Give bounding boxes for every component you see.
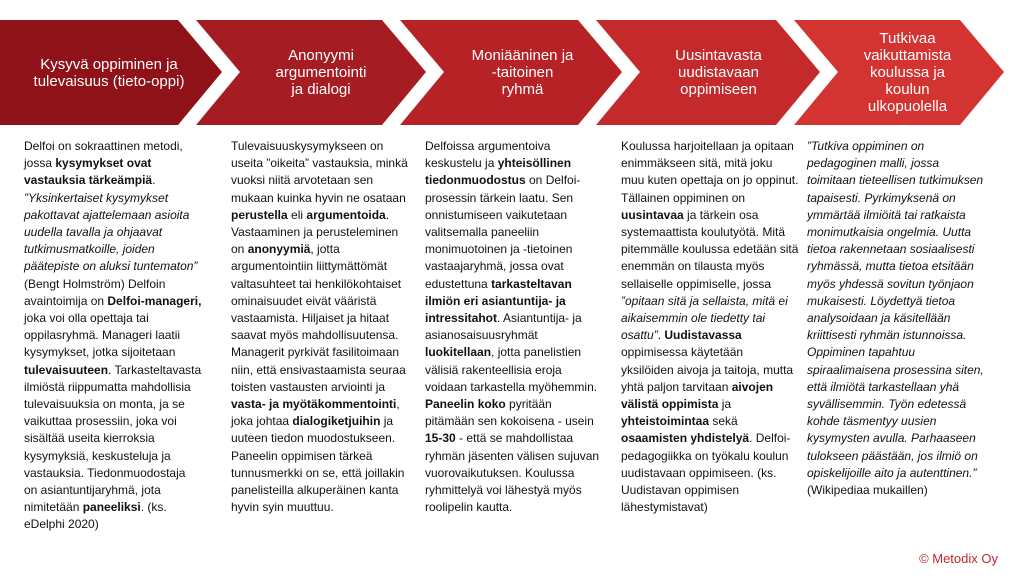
column-5-segment: (Wikipediaa mukaillen) — [807, 483, 928, 498]
column-5-text — [807, 138, 989, 499]
stage-title-3: Moniääninen ja -taitoinen ryhmä — [471, 47, 574, 98]
column-3-segment: - että se mahdollistaa ryhmän jäsenten välisen sujuvan vuorovaikutuksen. Koulussa ryhmittelyä voi lähestyä myös roolipelin kautta. — [425, 431, 600, 515]
column-3-segment: , jotta panelistien välisiä rakenteellisia eroja voidaan tarkastella myöhemmin. — [425, 345, 598, 394]
stage-title-2: Anonyymi argumentointi ja dialogi — [275, 47, 367, 98]
column-3-segment: yhteisöllinen tiedonmuodostus — [425, 156, 572, 188]
column-4-text — [621, 138, 799, 516]
column-3-segment: luokitellaan — [425, 345, 492, 360]
column-1-segment: . Tarkasteltavasta ilmiöstä riippumatta mahdollisia tulevaisuuksia on monta, ja se vaikuttaa prosessiin, joka voi sisältää useita kierroksia kysymyksiä, keskusteluja ja vastauksia. Tiedonmuodostaja on asiantuntijaryhmä, jota nimitetään — [24, 362, 202, 515]
column-4-segment: Koulussa harjoitellaan ja opitaan enimmäkseen sitä, mitä joku muu kuten opettaja on jo oppinut. Tällainen oppiminen on — [621, 139, 799, 205]
column-1-segment: ”Yksinkertaiset kysymykset pakottavat ajattelemaan asioita uudella tavalla ja ohjaavat tutkimusmatkoille, joiden päätepiste on aluksi tuntematon” — [24, 190, 198, 274]
column-2-segment: argumentoida — [306, 207, 386, 222]
column-2-segment: anonyymiä — [247, 242, 311, 257]
column-2-text — [231, 138, 409, 516]
column-4-segment: . — [657, 328, 665, 343]
column-2-segment: dialogiketjuihin — [292, 414, 381, 429]
column-4-segment: sekä — [709, 414, 738, 429]
column-1-segment: . (ks. eDelphi 2020) — [24, 500, 167, 532]
column-2-segment: eli — [287, 207, 307, 222]
column-4-segment: ja tärkein osa systemaattista koulutyötä. Mitä pitemmälle koulussa edetään sitä enemmän on tilausta myös sellaiselle oppimiselle, jossa — [621, 207, 799, 291]
column-5-segment: ”Tutkiva oppiminen on pedagoginen malli, jossa toimitaan tieteellisen tutkimuksen tapaisesti. Pyrkimyksenä on ymmärtää ilmiöitä tai ratkaista monimutkaisia ongelmia. Uutta tietoa rakennetaan sosiaalisesti ryhmässä, mutta tietoa etsitään myös yhdessä sovitun työnjaon mukaisesti. Löydettyä tietoa analysoidaan ja käsitellään kriittisesti ryhmän istunnoissa. Oppiminen tapahtuu spiraalimaisena prosessina siten, että ilmiötä tarkastellaan yhä syvällisemmin. Työn edetessä kohde täsmentyy uusien kysymysten avulla. Parhaaseen tulokseen päästään, jos ilmiö on opiskelijoille aito ja autenttinen.” — [807, 139, 984, 480]
column-2-segment: . Vastaaminen ja perusteleminen on — [231, 207, 399, 257]
stage-title-5: Tutkivaa vaikuttamista koulussa ja koulun ulkopuolella — [863, 30, 952, 115]
column-1-segment: Delfoi on sokraattinen metodi, jossa — [24, 139, 183, 171]
column-2-segment: perustella — [231, 207, 288, 222]
column-3-segment: Paneelin koko — [425, 397, 506, 412]
column-1-segment: Delfoi-manageri, — [107, 293, 202, 308]
column-1-segment: joka voi olla opettaja tai oppilasryhmä. Manageri laatii kysymykset, jotka sijoitetaan — [24, 311, 181, 360]
column-3-segment: tarkasteltavan ilmiön eri asiantuntija- ja intressitahot — [425, 276, 572, 326]
column-1-segment: (Bengt Holmström) Delfoin avaintoimija on — [24, 276, 166, 308]
column-4-segment: osaamisten yhdistelyä — [621, 431, 750, 446]
column-3-segment: Delfoissa argumentoiva keskustelu ja — [425, 139, 551, 171]
column-4-segment: ”opitaan sitä ja sellaista, mitä ei aikaisemmin ole tiedetty tai osattu” — [621, 293, 788, 343]
column-4-segment: Uudistavassa — [664, 328, 742, 343]
stage-title-4: Uusintavasta uudistavaan oppimiseen — [675, 47, 762, 98]
column-4-segment: ja — [718, 397, 732, 412]
column-2-segment: vasta- ja myötäkommentointi — [231, 397, 397, 412]
column-3-segment: 15-30 — [425, 431, 456, 446]
column-2-segment: , jotta argumentointiin liittymättömät valtasuhteet tai henkilökohtaiset ominaisuudet eivät vääristä vastaamista. Hiljaiset ja hitaat saavat myös mahdollisuutensa. Managerit pyrkivät fasilitoimaan niin, että ensivastaamista seuraa toisten vastausten arviointi ja — [231, 242, 406, 394]
column-3-segment: on Delfoi-prosessin tärkein laatu. Sen onnistumiseen vaikutetaan valitsemalla paneeliin monimuotoinen ja -tietoinen vastaajaryhmä, jossa ovat edustettuna — [425, 173, 581, 291]
column-1-segment: paneeliksi — [82, 500, 141, 515]
column-4-segment: . Delfoi-pedagogiikka on työkalu koulun uudistavaan oppimiseen. (ks. Uudistavan oppimisen lähestymistavat) — [621, 431, 791, 515]
column-4-segment: aivojen välistä oppimista — [621, 379, 774, 412]
stage-title-1: Kysyvä oppiminen ja tulevaisuus (tieto-oppi) — [33, 55, 185, 90]
column-1-text — [24, 138, 202, 534]
column-4-segment: uusintavaa — [621, 207, 684, 222]
column-2-segment: ja uuteen tiedon muodostukseen. Paneelin oppimisen tärkeä tunnusmerkki on se, että joillakin panelisteilla alkuperäinen kanta hyvin syin muuttuu. — [231, 414, 405, 515]
column-2-segment: Tulevaisuuskysymykseen on useita ”oikeita” vastauksia, minkä vuoksi niitä arvotetaan sen mukaan kuinka hyvin ne osataan — [231, 139, 408, 205]
column-3-segment: . Asiantuntija- ja asianosaisuusryhmät — [425, 311, 582, 343]
column-2-segment: , joka johtaa — [231, 397, 400, 429]
column-1-segment: . — [152, 173, 156, 188]
column-1-segment: tulevaisuuteen — [24, 362, 109, 377]
column-1-segment: kysymykset ovat vastauksia tärkeämpiä — [24, 156, 153, 188]
column-4-segment: yhteistoimintaa — [621, 414, 710, 429]
copyright-footer: © Metodix Oy — [919, 551, 998, 566]
column-3-text — [425, 138, 600, 516]
column-3-segment: pyritään pitämään sen kokoisena - usein — [425, 397, 594, 429]
column-4-segment: oppimisessa käytetään yksilöiden aivoja ja taitoja, mutta yhtä paljon tarvitaan — [621, 345, 794, 394]
